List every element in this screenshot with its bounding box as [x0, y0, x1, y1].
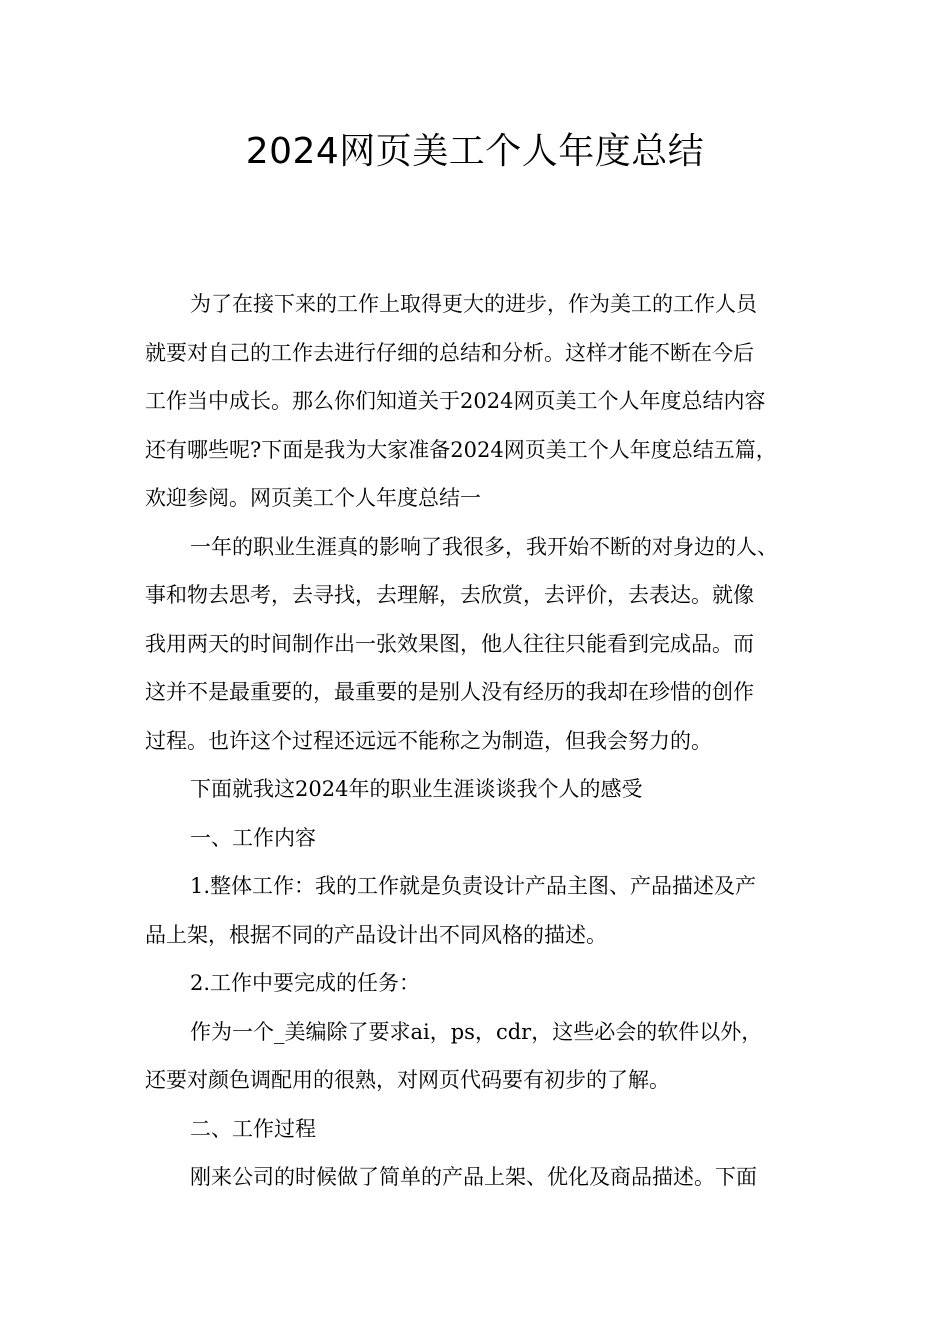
text-line: 2.工作中要完成的任务： [190, 971, 421, 995]
document-title: 2024网页美工个人年度总结 [245, 131, 705, 172]
text-line: 工作当中成长。那么你们知道关于2024网页美工个人年度总结内容 [145, 389, 766, 413]
text-line: 就要对自己的工作去进行仔细的总结和分析。这样才能不断在今后 [145, 340, 754, 365]
text-line: 作为一个_美编除了要求ai，ps，cdr，这些必会的软件以外， [190, 1019, 763, 1044]
text-line: 还要对颜色调配用的很熟，对网页代码要有初步的了解。 [145, 1068, 670, 1092]
text-line: 这并不是最重要的，最重要的是别人没有经历的我却在珍惜的创作 [145, 680, 754, 704]
text-line: 为了在接下来的工作上取得更大的进步，作为美工的工作人员 [190, 292, 757, 316]
text-line: 一、工作内容 [190, 825, 316, 850]
text-line: 刚来公司的时候做了简单的产品上架、优化及商品描述。下面 [190, 1165, 757, 1189]
text-line: 下面就我这2024年的职业生涯谈谈我个人的感受 [190, 777, 643, 801]
document-body [145, 280, 815, 1202]
text-line: 我用两天的时间制作出一张效果图，他人往往只能看到完成品。而 [145, 631, 754, 656]
text-line: 欢迎参阅。网页美工个人年度总结一 [145, 486, 481, 510]
text-line: 1.整体工作：我的工作就是负责设计产品主图、产品描述及产 [190, 874, 757, 898]
text-line: 还有哪些呢?下面是我为大家准备2024网页美工个人年度总结五篇， [145, 437, 777, 462]
text-line: 事和物去思考，去寻找，去理解，去欣赏，去评价，去表达。就像 [145, 583, 754, 607]
text-line: 过程。也许这个过程还远远不能称之为制造，但我会努力的。 [145, 728, 712, 753]
text-line: 一年的职业生涯真的影响了我很多，我开始不断的对身边的人、 [190, 534, 778, 559]
text-line: 二、工作过程 [190, 1116, 316, 1141]
text-line: 品上架，根据不同的产品设计出不同风格的描述。 [145, 922, 607, 947]
